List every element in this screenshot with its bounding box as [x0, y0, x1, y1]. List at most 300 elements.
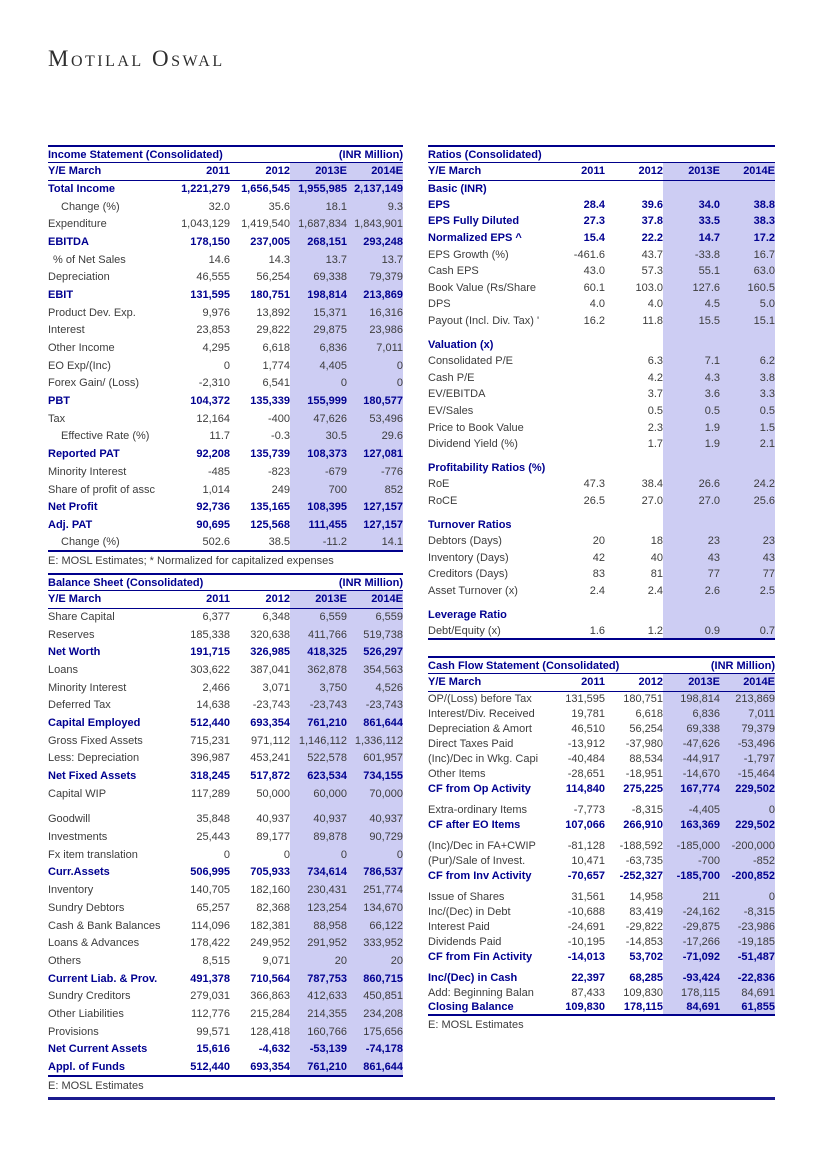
row-label: Loans & Advances: [48, 937, 140, 950]
cell-value: 526,297: [347, 643, 403, 661]
cell-value: -23,743: [347, 696, 403, 714]
table-row: [428, 476, 775, 493]
cell-value: 1,221,279: [181, 183, 230, 196]
row-label: EV/EBITDA: [428, 388, 486, 401]
table-row: [428, 197, 775, 214]
cell-value: [290, 803, 347, 811]
row-label: Minority Interest: [48, 465, 127, 478]
table-row: [48, 785, 403, 803]
cell-value: 715,231: [190, 734, 230, 747]
table-row: [428, 329, 775, 336]
row-label: Debtors (Days): [428, 535, 502, 548]
cell-value: [663, 336, 720, 353]
cell-value: 40,937: [290, 811, 347, 829]
table-row: [48, 934, 403, 952]
cell-value: 47.3: [583, 478, 605, 491]
row-label: Cash P/E: [428, 371, 475, 384]
row-label: Net Profit: [48, 501, 98, 514]
cell-value: 237,005: [250, 235, 290, 248]
cell-value: 63.0: [720, 263, 775, 280]
column-header: 2011: [170, 163, 230, 180]
column-header-row: [428, 674, 775, 691]
row-label: Change (%): [61, 200, 120, 213]
cell-value: [663, 606, 720, 623]
cell-value: -0.3: [271, 430, 290, 443]
table-row: [428, 583, 775, 600]
row-label: Minority Interest: [48, 681, 127, 694]
cell-value: 5.0: [720, 296, 775, 313]
cell-value: 852: [347, 481, 403, 499]
cell-value: 66,122: [347, 917, 403, 935]
cell-value: 128,418: [250, 1025, 290, 1038]
cell-value: [545, 599, 605, 606]
cell-value: 320,638: [250, 628, 290, 641]
cell-value: 198,814: [290, 286, 347, 304]
table-row: [48, 1058, 403, 1076]
row-label: Cash & Bank Balances: [48, 919, 161, 932]
table-row: [48, 750, 403, 768]
row-label: [48, 803, 170, 811]
cell-value: 29,875: [290, 322, 347, 340]
cell-value: 84,691: [720, 985, 775, 1000]
cell-value: 249,952: [250, 937, 290, 950]
cell-value: 333,952: [347, 934, 403, 952]
cell-value: 38.3: [720, 213, 775, 230]
row-label: Inventory (Days): [428, 551, 509, 564]
table-row: [48, 803, 403, 811]
table-row: [428, 460, 775, 477]
table-row: [428, 533, 775, 550]
cell-value: 13,892: [256, 306, 290, 319]
column-header: Y/E March: [428, 674, 545, 691]
table-row: [428, 549, 775, 566]
cell-value: 163,369: [663, 817, 720, 832]
row-label: Depreciation: [48, 271, 110, 284]
row-label: Profitability Ratios (%): [428, 461, 545, 474]
cell-value: 734,614: [290, 864, 347, 882]
cell-value: 693,354: [250, 716, 290, 729]
cell-value: 4.5: [663, 296, 720, 313]
table-row: [48, 643, 403, 661]
table-row: [428, 599, 775, 606]
table-row: [428, 802, 775, 817]
cell-value: -776: [347, 463, 403, 481]
table-row: [48, 828, 403, 846]
cell-value: -71,092: [663, 949, 720, 964]
cell-value: -51,487: [720, 949, 775, 964]
row-label: Appl. of Funds: [48, 1058, 170, 1076]
cell-value: -14,853: [625, 935, 663, 948]
cell-value: 4,526: [347, 679, 403, 697]
row-label: Inc/(Dec) in Debt: [428, 905, 511, 918]
cell-value: 3.8: [720, 370, 775, 387]
row-label: [428, 329, 545, 336]
cell-value: 34.0: [663, 197, 720, 214]
cell-value: [545, 509, 605, 516]
table-unit-label: (INR Million): [710, 659, 775, 672]
cell-value: 29.6: [347, 428, 403, 446]
cell-value: -53,496: [720, 736, 775, 751]
row-label: Other Items: [428, 767, 486, 780]
column-header: 2013E: [663, 163, 720, 180]
cell-value: 40,937: [256, 813, 290, 826]
cell-value: -185,000: [663, 838, 720, 853]
cell-value: 14.3: [268, 253, 290, 266]
cell-value: -24,691: [567, 920, 605, 933]
cell-value: -252,327: [619, 869, 663, 882]
table-row: [48, 811, 403, 829]
table-row: [48, 516, 403, 534]
cell-value: 182,160: [250, 884, 290, 897]
table-row: [48, 917, 403, 935]
cell-value: 61,855: [720, 1000, 775, 1015]
cell-value: [545, 403, 605, 420]
cell-value: [663, 509, 720, 516]
cell-value: 213,869: [347, 286, 403, 304]
cell-value: 20: [347, 952, 403, 970]
cell-value: 198,814: [663, 691, 720, 706]
cell-value: 167,774: [663, 781, 720, 796]
row-label: Normalized EPS ^: [428, 232, 522, 245]
cell-value: 38.8: [720, 197, 775, 214]
row-label: Extra-ordinary Items: [428, 803, 528, 816]
table-row: [48, 481, 403, 499]
row-label: Reported PAT: [48, 448, 120, 461]
column-header: 2014E: [347, 163, 403, 180]
cell-value: 2.1: [720, 436, 775, 453]
cell-value: [605, 599, 663, 606]
cell-value: 88,958: [290, 917, 347, 935]
cell-value: 6,618: [635, 707, 663, 720]
column-header-row: [428, 163, 775, 180]
cell-value: 362,878: [290, 661, 347, 679]
cell-value: 127.6: [663, 280, 720, 297]
table-row: [428, 313, 775, 330]
cell-value: 14,958: [629, 890, 663, 903]
row-label: Net Worth: [48, 646, 101, 659]
cell-value: 83: [592, 568, 605, 581]
column-header: 2012: [230, 591, 290, 608]
cell-value: 1,146,112: [290, 732, 347, 750]
income-statement-section: [48, 145, 403, 567]
cell-value: 65,257: [196, 901, 230, 914]
cell-value: -679: [290, 463, 347, 481]
table-row: [428, 1000, 775, 1015]
cell-value: 24.2: [720, 476, 775, 493]
cell-value: 6.3: [647, 355, 663, 368]
row-label: RoCE: [428, 494, 458, 507]
column-header-row: [48, 591, 403, 608]
cell-value: -22,836: [720, 970, 775, 985]
cell-value: [720, 460, 775, 477]
table-row: [48, 304, 403, 322]
cell-value: 2,466: [202, 681, 230, 694]
row-label: Inventory: [48, 884, 94, 897]
cell-value: 127,081: [347, 445, 403, 463]
column-header: 2011: [170, 591, 230, 608]
row-label: Add: Beginning Balan: [428, 986, 534, 999]
table-row: [428, 817, 775, 832]
cell-value: 512,440: [190, 716, 230, 729]
cell-value: 491,378: [190, 972, 230, 985]
table-row: [428, 691, 775, 706]
cell-value: 178,422: [190, 937, 230, 950]
table-row: [428, 296, 775, 313]
row-label: Other Income: [48, 342, 115, 355]
cell-value: 15,616: [196, 1043, 230, 1056]
cash-flow-title-row: [428, 656, 775, 674]
table-row: [428, 509, 775, 516]
row-label: CF from Fin Activity: [428, 950, 533, 963]
table-title: Balance Sheet (Consolidated): [48, 576, 204, 589]
cell-value: -823: [267, 465, 290, 478]
cell-value: 0.9: [663, 623, 720, 640]
cell-value: 135,739: [250, 448, 290, 461]
cell-value: [545, 386, 605, 403]
cell-value: 2.3: [647, 421, 663, 434]
cell-value: 761,210: [290, 1058, 347, 1076]
row-label: RoE: [428, 478, 450, 491]
cell-value: 4,405: [290, 357, 347, 375]
cell-value: [545, 516, 605, 533]
cell-value: -13,912: [567, 737, 605, 750]
row-label: (Inc)/Dec in FA+CWIP: [428, 839, 536, 852]
row-label: EV/Sales: [428, 405, 474, 418]
cell-value: 185,338: [190, 628, 230, 641]
cell-value: [605, 509, 663, 516]
row-label: Others: [48, 954, 82, 967]
cell-value: 17.2: [720, 230, 775, 247]
row-label: Gross Fixed Assets: [48, 734, 143, 747]
cell-value: 14.1: [347, 534, 403, 552]
row-label: EPS Fully Diluted: [428, 215, 520, 228]
cell-value: 2.6: [663, 583, 720, 600]
cell-value: 107,066: [565, 818, 605, 831]
cell-value: 318,245: [190, 770, 230, 783]
row-label: Capital WIP: [48, 787, 107, 800]
cell-value: 38.4: [641, 478, 663, 491]
row-label: Interest: [48, 324, 85, 337]
cell-value: 31,561: [571, 890, 605, 903]
cell-value: 3,071: [262, 681, 290, 694]
table-row: [48, 286, 403, 304]
cell-value: [663, 460, 720, 477]
cell-value: 0: [283, 848, 290, 861]
cell-value: 56,254: [629, 722, 663, 735]
row-label: Leverage Ratio: [428, 608, 507, 621]
cell-value: 114,096: [191, 919, 230, 932]
cell-value: 134,670: [347, 899, 403, 917]
table-row: [48, 608, 403, 626]
cell-value: 131,595: [190, 288, 230, 301]
cell-value: 2.4: [647, 584, 663, 597]
row-label: Interest Paid: [428, 920, 490, 933]
cell-value: 6,541: [262, 377, 290, 390]
cell-value: 79,379: [720, 721, 775, 736]
row-label: CF from Inv Activity: [428, 869, 532, 882]
row-label: Inc/(Dec) in Cash: [428, 971, 518, 984]
cell-value: -28,651: [567, 767, 605, 780]
cell-value: -40,484: [567, 752, 605, 765]
cell-value: 109,830: [545, 1000, 605, 1015]
cell-value: 160.5: [720, 280, 775, 297]
cell-value: 38.5: [230, 534, 290, 552]
cell-value: [545, 436, 605, 453]
cell-value: 0.5: [720, 403, 775, 420]
cell-value: [605, 180, 663, 197]
table-unit-label: (INR Million): [338, 148, 403, 161]
cell-value: 180,577: [347, 392, 403, 410]
cell-value: 160,766: [290, 1023, 347, 1041]
table-row: [428, 353, 775, 370]
cell-value: 15.5: [663, 313, 720, 330]
cell-value: -17,266: [663, 934, 720, 949]
cell-value: 4,295: [202, 342, 230, 355]
table-row: [428, 706, 775, 721]
cell-value: 178,115: [663, 985, 720, 1000]
cell-value: 6,377: [202, 611, 230, 624]
table-row: [428, 436, 775, 453]
row-label: [428, 599, 545, 606]
cell-value: 1.5: [720, 419, 775, 436]
table-row: [48, 987, 403, 1005]
column-header: 2014E: [720, 674, 775, 691]
page-bottom-rule: [48, 1097, 775, 1100]
cell-value: 50,000: [256, 787, 290, 800]
cell-value: 0.5: [663, 403, 720, 420]
cell-value: 60.1: [583, 281, 605, 294]
table-row: [48, 899, 403, 917]
table-row: [428, 853, 775, 868]
row-label: EBIT: [48, 288, 74, 301]
table-row: [428, 721, 775, 736]
cell-value: 15.4: [583, 232, 605, 245]
cell-value: 412,633: [290, 987, 347, 1005]
cell-value: 127,157: [347, 498, 403, 516]
cell-value: 6,836: [290, 339, 347, 357]
table-row: [428, 419, 775, 436]
cell-value: -4,632: [258, 1043, 290, 1056]
cell-value: -23,743: [252, 699, 290, 712]
cell-value: 1,419,540: [241, 218, 290, 231]
balance-sheet-footnote: E: MOSL Estimates: [48, 1079, 144, 1092]
cell-value: -70,657: [567, 869, 605, 882]
cell-value: -8,315: [631, 803, 663, 816]
balance-sheet-title-row: [48, 573, 403, 591]
cell-value: 37.8: [641, 215, 663, 228]
cell-value: -400: [267, 412, 290, 425]
cell-value: 22,397: [571, 971, 605, 984]
cell-value: 60,000: [290, 785, 347, 803]
cell-value: 35.6: [268, 200, 290, 213]
cell-value: 29,822: [256, 324, 290, 337]
table-row: [428, 985, 775, 1000]
cell-value: 2.5: [720, 583, 775, 600]
cell-value: -19,185: [720, 934, 775, 949]
cell-value: 33.5: [663, 213, 720, 230]
cell-value: 14,638: [196, 699, 230, 712]
table-row: [48, 714, 403, 732]
cash-flow-table: [428, 674, 775, 1016]
cell-value: 23: [663, 533, 720, 550]
cell-value: -4,405: [663, 802, 720, 817]
table-row: [48, 864, 403, 882]
row-label: PBT: [48, 395, 70, 408]
cell-value: 787,753: [290, 970, 347, 988]
row-label: Deferred Tax: [48, 699, 111, 712]
cell-value: -14,013: [567, 950, 605, 963]
table-row: [48, 881, 403, 899]
cell-value: [605, 329, 663, 336]
row-label: EPS Growth (%): [428, 248, 509, 261]
cell-value: 1.9: [663, 436, 720, 453]
ratios-table: [428, 163, 775, 640]
cell-value: 4.2: [647, 371, 663, 384]
cell-value: 22.2: [641, 232, 663, 245]
cell-value: 123,254: [290, 899, 347, 917]
cell-value: 14.6: [208, 253, 230, 266]
table-row: [428, 493, 775, 510]
cell-value: 1.9: [663, 419, 720, 436]
cell-value: 213,869: [720, 691, 775, 706]
table-row: [428, 180, 775, 197]
cell-value: [720, 606, 775, 623]
cell-value: 1,687,834: [290, 215, 347, 233]
table-row: [48, 268, 403, 286]
cell-value: -47,626: [663, 736, 720, 751]
cell-value: 114,840: [565, 782, 605, 795]
table-row: [428, 736, 775, 751]
table-row: [428, 889, 775, 904]
cell-value: 354,563: [347, 661, 403, 679]
row-label: Investments: [48, 831, 108, 844]
column-header: 2014E: [347, 591, 403, 608]
cell-value: 46,510: [571, 722, 605, 735]
table-row: [428, 280, 775, 297]
row-label: Payout (Incl. Div. Tax) ': [428, 315, 540, 328]
table-row: [48, 732, 403, 750]
cell-value: 180,751: [250, 288, 290, 301]
row-label: [428, 453, 545, 460]
cell-value: 11.7: [209, 430, 230, 443]
table-row: [48, 1041, 403, 1059]
cell-value: 387,041: [250, 663, 290, 676]
row-label: CF after EO Items: [428, 818, 521, 831]
cell-value: [605, 336, 663, 353]
column-header: 2011: [545, 163, 605, 180]
cell-value: 0: [223, 848, 230, 861]
cell-value: 860,715: [347, 970, 403, 988]
row-label: Cash EPS: [428, 265, 479, 278]
row-label: Creditors (Days): [428, 568, 509, 581]
cell-value: 6,836: [663, 706, 720, 721]
cell-value: 303,622: [190, 663, 230, 676]
cell-value: 56,254: [256, 271, 290, 284]
cell-value: 9,071: [262, 954, 290, 967]
cell-value: 26.5: [583, 494, 605, 507]
table-row: [48, 463, 403, 481]
table-row: [48, 357, 403, 375]
cell-value: 506,995: [190, 866, 230, 879]
cell-value: 69,338: [290, 268, 347, 286]
row-label: (Inc)/Dec in Wkg. Capi: [428, 752, 539, 765]
cell-value: 234,208: [347, 1005, 403, 1023]
cell-value: 20: [592, 535, 605, 548]
table-row: [48, 970, 403, 988]
cell-value: 16.2: [583, 315, 605, 328]
cell-value: [663, 599, 720, 606]
cell-value: -852: [720, 853, 775, 868]
